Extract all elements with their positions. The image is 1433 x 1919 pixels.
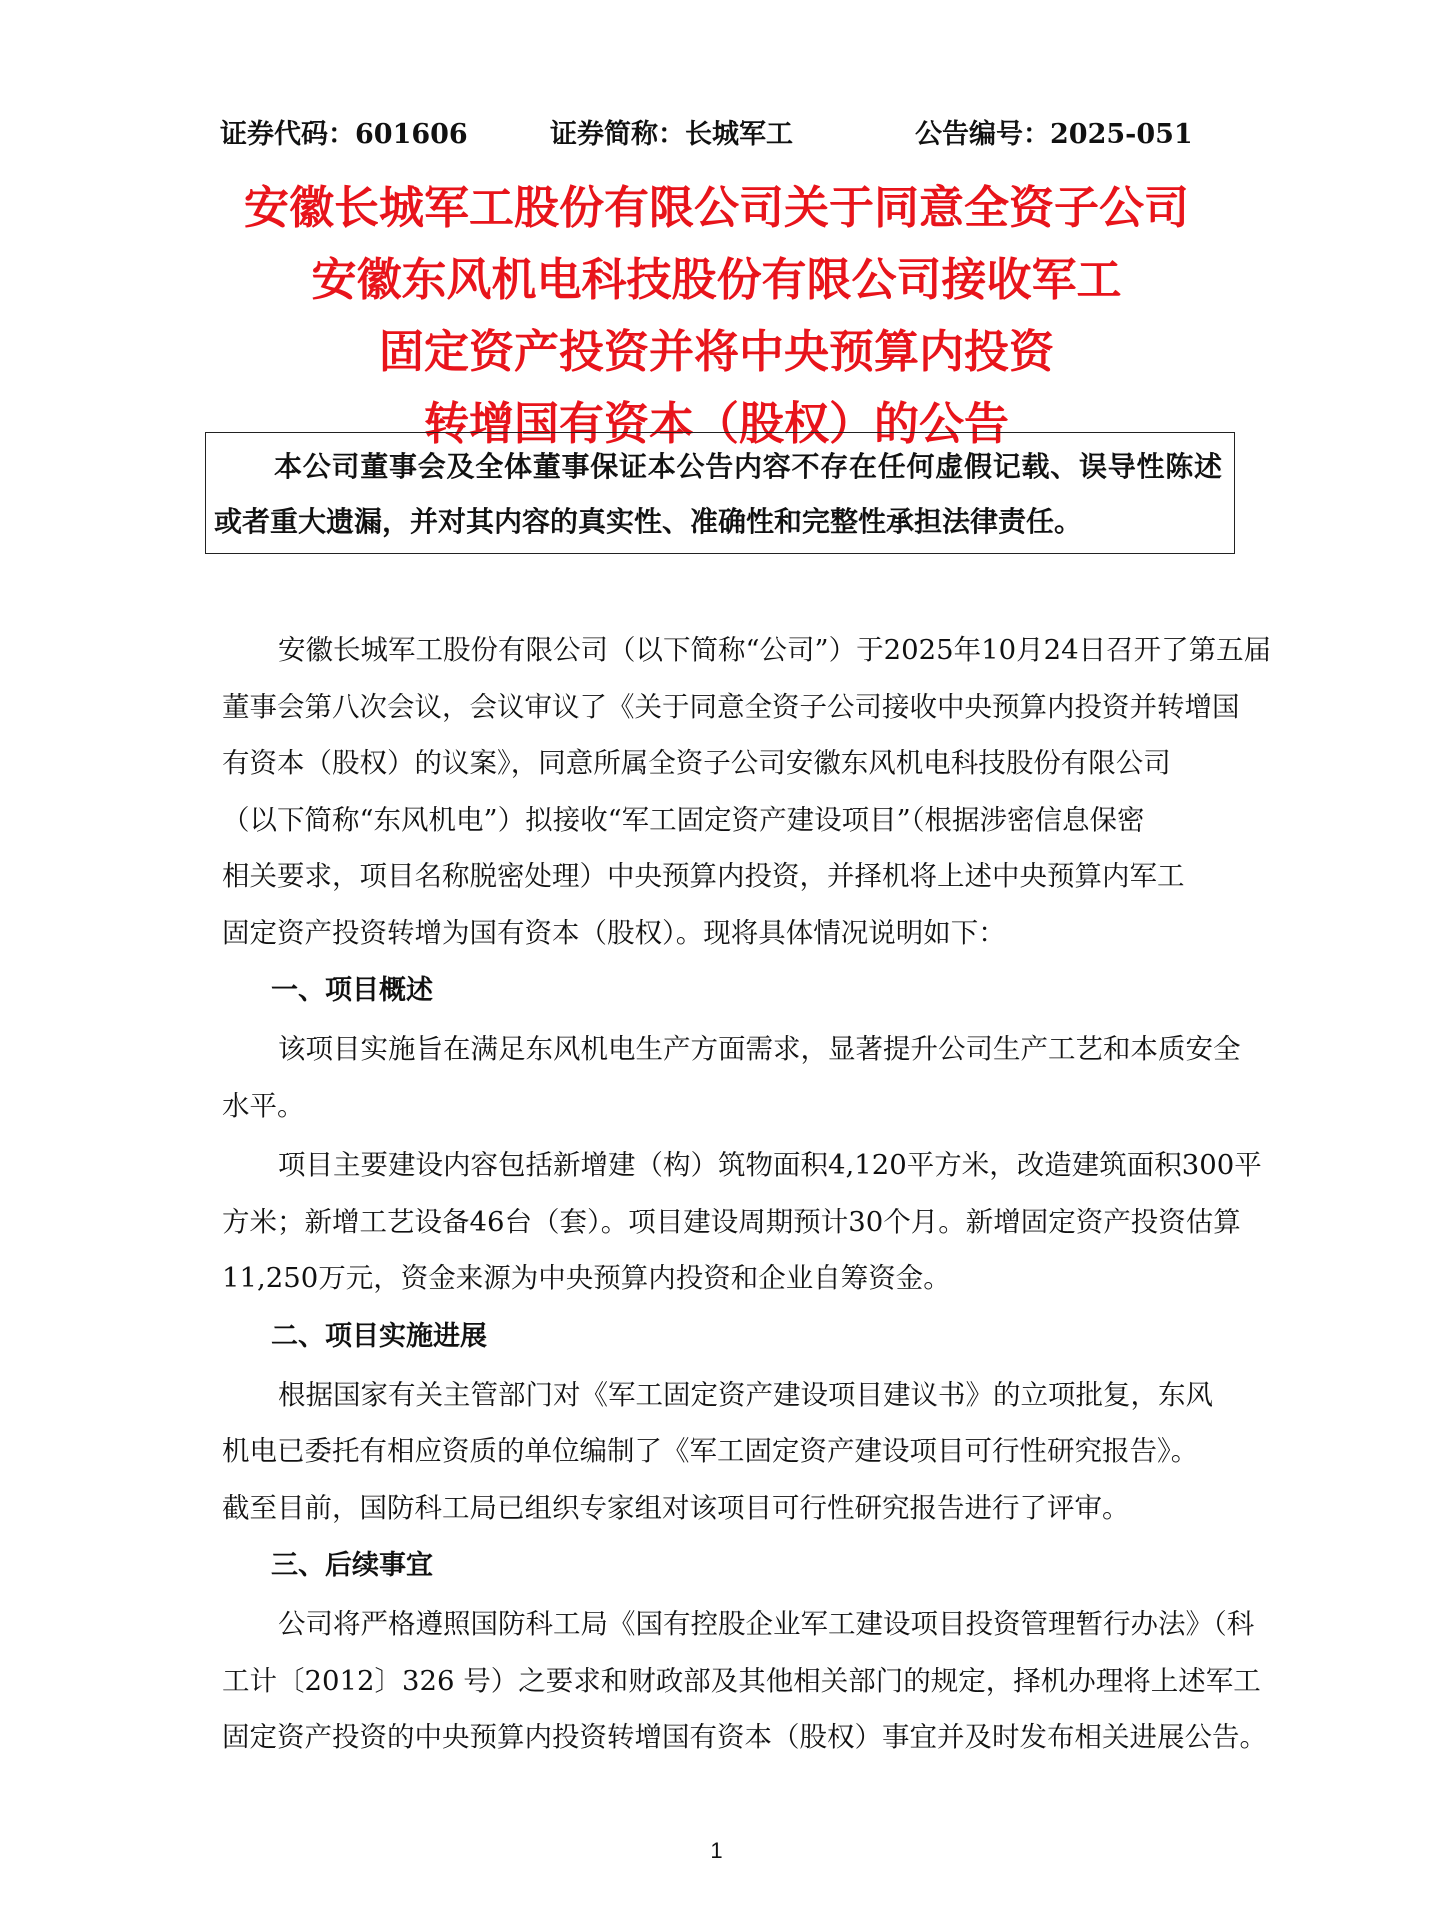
title-line: 安徽长城军工股份有限公司关于同意全资子公司 [243, 181, 1189, 234]
text-line: 根据国家有关主管部门对《军工固定资产建设项目建议书》的立项批复，东风 [278, 1378, 1213, 1411]
security-code: 证券代码：601606 [220, 119, 468, 150]
section-heading-progress: 二、项目实施进展 [271, 1320, 487, 1352]
text-line: 方米；新增工艺设备46台（套）。项目建设周期预计30个月。新增固定资产投资估算 [222, 1205, 1241, 1238]
notice-text: 本公司董事会及全体董事保证本公告内容不存在任何虚假记载、误导性陈述或者重大遗漏，并对其内容的真实性、准确性和完整性承担法律责任。 [214, 450, 1222, 538]
text-line: 固定资产投资转增为国有资本（股权）。现将具体情况说明如下： [222, 916, 1006, 949]
title-line: 转增国有资本（股权）的公告 [423, 397, 1009, 450]
text-line: （以下简称“东风机电”）拟接收“军工固定资产建设项目”（根据涉密信息保密 [222, 803, 1145, 836]
text-line: 公司将严格遵照国防科工局《国有控股企业军工建设项目投资管理暂行办法》（科 [278, 1608, 1255, 1640]
announcement-title [200, 172, 1233, 460]
title-line: 安徽东风机电科技股份有限公司接收军工 [311, 253, 1122, 306]
text-line: 水平。 [222, 1089, 305, 1122]
announcement-body [222, 622, 1272, 1766]
overview-paragraph [222, 1021, 1241, 1134]
progress-paragraph [222, 1367, 1234, 1537]
text-line: 项目主要建设内容包括新增建（构）筑物面积4,120平方米，改造建筑面积300平 [278, 1149, 1262, 1181]
title-line: 固定资产投资并将中央预算内投资 [378, 325, 1054, 378]
text-line: 11,250万元，资金来源为中央预算内投资和企业自筹资金。 [222, 1262, 951, 1294]
construction-paragraph [222, 1137, 1262, 1307]
security-abbreviation: 证券简称：长城军工 [550, 119, 793, 150]
section-heading-overview: 一、项目概述 [271, 975, 433, 1006]
intro-paragraph [222, 622, 1272, 961]
text-line: 相关要求，项目名称脱密处理）中央预算内投资，并择机将上述中央预算内军工 [222, 860, 1185, 892]
announcement-number: 公告编号：2025-051 [915, 119, 1193, 150]
board-guarantee-notice [205, 432, 1235, 554]
follow-up-paragraph [222, 1596, 1267, 1766]
text-line: 机电已委托有相应资质的单位编制了《军工固定资产建设项目可行性研究报告》。 [222, 1435, 1199, 1467]
text-line: 截至目前，国防科工局已组织专家组对该项目可行性研究报告进行了评审。 [222, 1491, 1130, 1524]
text-line: 固定资产投资的中央预算内投资转增国有资本（股权）事宜并及时发布相关进展公告。 [222, 1721, 1267, 1753]
section-heading-follow-up: 三、后续事宜 [271, 1550, 433, 1581]
document-header [220, 112, 1233, 152]
text-line: 工计〔2012〕326 号）之要求和财政部及其他相关部门的规定，择机办理将上述军工 [222, 1664, 1261, 1697]
page-number: 1 [710, 1838, 723, 1863]
text-line: 安徽长城军工股份有限公司（以下简称“公司”）于2025年10月24日召开了第五届 [278, 634, 1272, 666]
text-line: 该项目实施旨在满足东风机电生产方面需求，显著提升公司生产工艺和本质安全 [278, 1033, 1241, 1065]
text-line: 董事会第八次会议，会议审议了《关于同意全资子公司接收中央预算内投资并转增国 [222, 690, 1240, 723]
text-line: 有资本（股权）的议案》，同意所属全资子公司安徽东风机电科技股份有限公司 [222, 747, 1171, 779]
